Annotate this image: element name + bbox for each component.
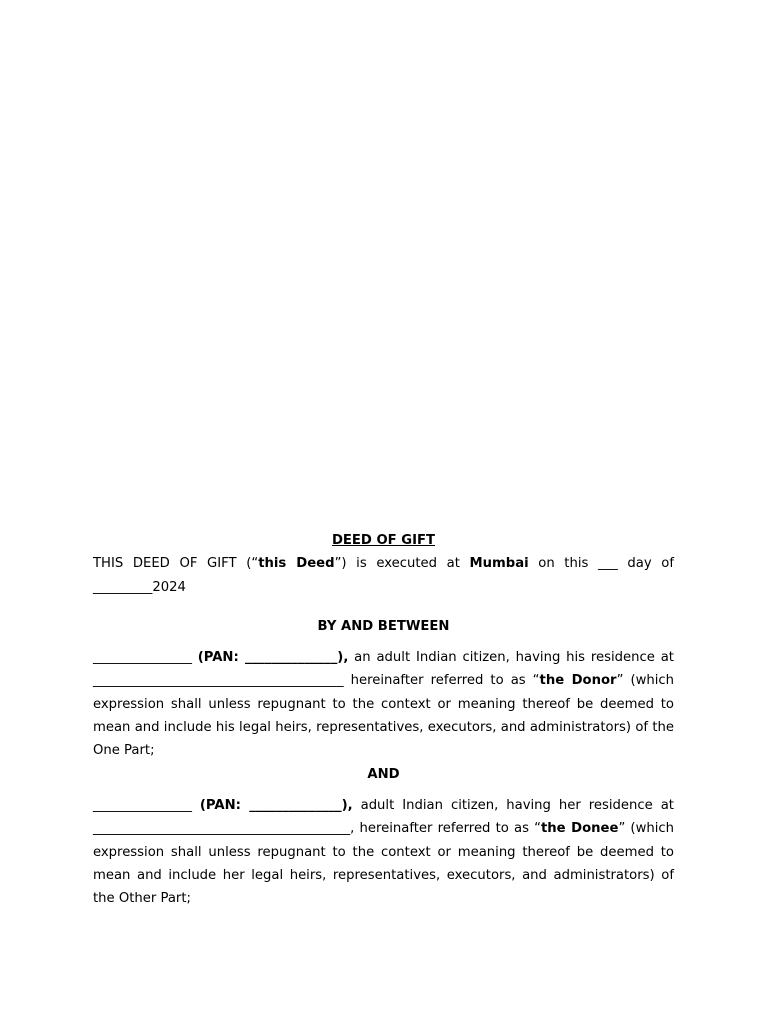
by-and-between-heading: BY AND BETWEEN xyxy=(317,618,450,634)
donor-paragraph xyxy=(93,646,674,762)
intro-text-3: on this ___ day of _________2024 xyxy=(93,556,674,595)
donee-name-blank: _______________ xyxy=(93,797,192,813)
donor-role: the Donor xyxy=(539,673,617,689)
donor-name-blank: _______________ xyxy=(93,650,192,666)
intro-text-1: THIS DEED OF GIFT (“ xyxy=(93,556,259,572)
document-title: DEED OF GIFT xyxy=(331,533,436,548)
donee-paragraph xyxy=(93,794,674,910)
and-separator: AND xyxy=(367,766,400,782)
donee-role: the Donee xyxy=(540,821,619,837)
donee-text-1: adult Indian citizen, having her residence at _______________________________________, hereinafter referred to as “ xyxy=(93,797,674,837)
donor-pan: (PAN: ______________), xyxy=(197,650,349,666)
place-name: Mumbai xyxy=(469,556,529,572)
donee-pan: (PAN: ______________), xyxy=(199,797,353,813)
this-deed-term: this Deed xyxy=(258,556,335,572)
donor-text-2: ” (which expression shall unless repugnant to the context or meaning thereof be deemed to mean and include his legal heirs, representatives, executors, and administrators) of the One Part; xyxy=(93,673,675,759)
intro-paragraph xyxy=(93,552,674,599)
document-body xyxy=(93,529,674,910)
intro-text-2: ”) is executed at xyxy=(334,556,470,572)
donee-text-2: ” (which expression shall unless repugnant to the context or meaning thereof be deemed to mean and include her legal heirs, representatives, executors, and administrators) of the Other Part; xyxy=(93,821,674,907)
donor-text-1: an adult Indian citizen, having his residence at ______________________________________ hereinafter referred to as “ xyxy=(93,650,674,689)
